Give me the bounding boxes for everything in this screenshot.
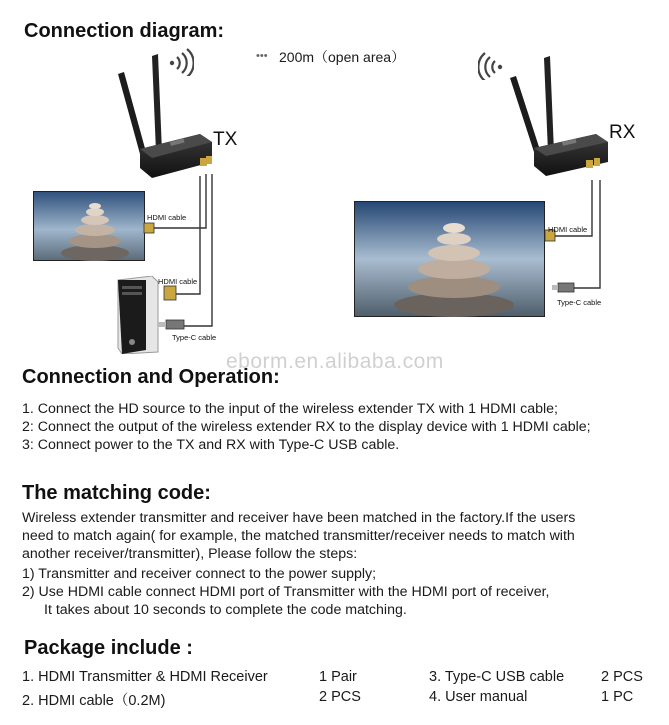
diagram-title: Connection diagram:	[24, 20, 225, 42]
rx-cables	[540, 170, 610, 310]
watermark: eborm.en.alibaba.com	[226, 350, 444, 373]
package-item-name: 4. User manual	[429, 689, 528, 705]
rx-label: RX	[609, 122, 636, 143]
operation-title: Connection and Operation:	[22, 366, 280, 388]
rx-display-image	[354, 201, 545, 317]
matching-line: another receiver/transmitter), Please follow the steps:	[22, 546, 358, 562]
rx-typec-cable-label: Type-C cable	[557, 298, 602, 307]
distance-label: 200m（open area）	[279, 49, 406, 65]
matching-line: Wireless extender transmitter and receiver have been matched in the factory.If the users	[22, 510, 576, 526]
package-item-name: 2. HDMI cable（0.2M)	[22, 693, 166, 709]
package-item-qty: 2 PCS	[319, 689, 361, 705]
package-item-qty: 1 Pair	[319, 669, 357, 685]
tx-hdmi-cable-label: HDMI cable	[147, 213, 187, 222]
tx-typec-cable-label: Type-C cable	[172, 333, 217, 342]
operation-step: 2: Connect the output of the wireless extender RX to the display device with 1 HDMI cable;	[22, 419, 591, 435]
package-item-name: 3. Type-C USB cable	[429, 669, 565, 685]
matching-line: It takes about 10 seconds to complete the code matching.	[44, 602, 407, 618]
package-item-qty: 2 PCS	[601, 669, 643, 685]
rx-device	[500, 56, 625, 181]
tx-hdmi-cable-label: HDMI cable	[158, 277, 198, 286]
operation-step: 3: Connect power to the TX and RX with Type-C USB cable.	[22, 437, 400, 453]
matching-title: The matching code:	[22, 482, 211, 504]
tx-display-image	[33, 191, 145, 261]
matching-line: 1) Transmitter and receiver connect to the power supply;	[22, 566, 377, 582]
tx-cables	[140, 160, 230, 340]
operation-step: 1. Connect the HD source to the input of the wireless extender TX with 1 HDMI cable;	[22, 401, 558, 417]
package-title: Package include :	[24, 637, 193, 659]
signal-dots: •••	[256, 50, 268, 62]
matching-line: need to match again( for example, the matched transmitter/receiver needs to match with	[22, 528, 575, 544]
tx-label: TX	[213, 129, 238, 150]
rx-hdmi-cable-label: HDMI cable	[548, 225, 588, 234]
package-item-qty: 1 PC	[601, 689, 634, 705]
package-item-name: 1. HDMI Transmitter & HDMI Receiver	[22, 669, 268, 685]
matching-line: 2) Use HDMI cable connect HDMI port of Transmitter with the HDMI port of receiver,	[22, 584, 550, 600]
